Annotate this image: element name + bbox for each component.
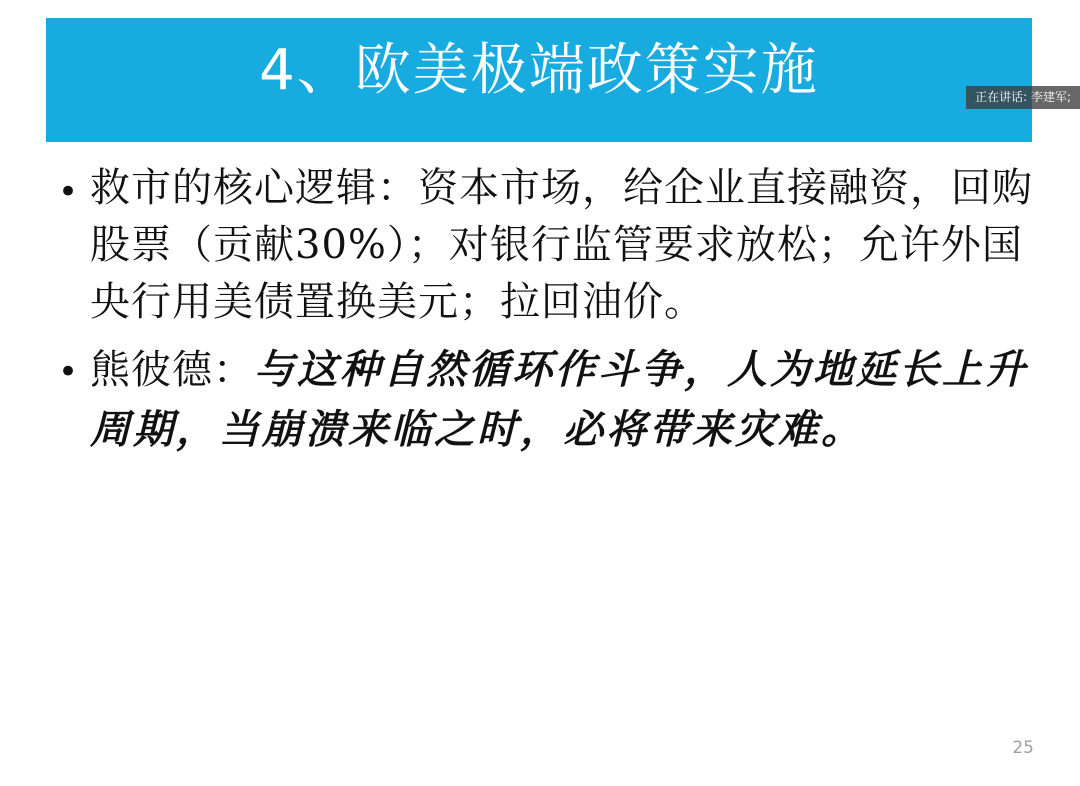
bullet-quote-text: 与这种自然循环作斗争，人为地延长上升周期，当崩溃来临之时，必将带来灾难。 — [90, 347, 1028, 453]
slide-title-bar — [46, 18, 1032, 142]
bullet-text-1: 救市的核心逻辑：资本市场，给企业直接融资，回购股票（贡献30%）；对银行监管要求放松；允许外国央行用美债置换美元；拉回油价。 — [90, 165, 1033, 325]
bullet-marker-icon: • — [57, 172, 79, 212]
list-item — [46, 160, 1046, 330]
page-number: 25 — [1012, 738, 1034, 758]
bullet-lead-label: 熊彼德： — [90, 347, 254, 394]
list-item — [46, 340, 1046, 460]
bullet-text-2 — [90, 340, 1046, 460]
slide-body — [46, 160, 1046, 470]
speaker-status-badge: 正在讲话: 李建军; — [966, 86, 1080, 109]
bullet-marker-icon: • — [57, 352, 79, 393]
page-title: 4、欧美极端政策实施 — [259, 38, 819, 103]
